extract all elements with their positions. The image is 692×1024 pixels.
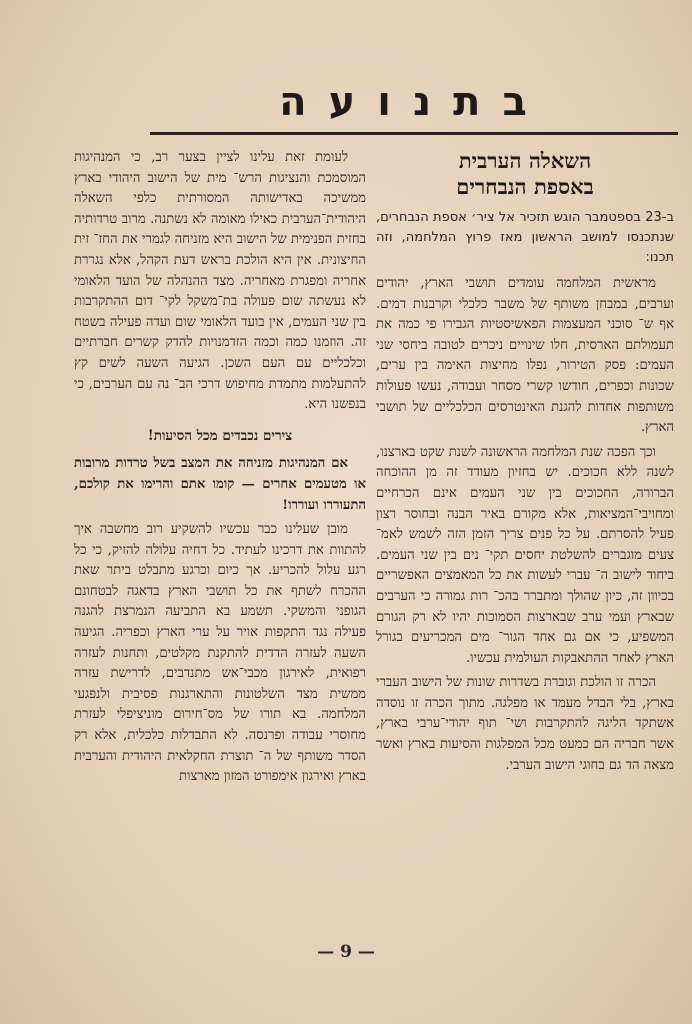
right-column [376, 148, 674, 776]
masthead-title: בתנועה [279, 79, 549, 125]
page-number: — 9 — [317, 942, 375, 962]
masthead-divider [150, 132, 678, 135]
right-paragraph-3: הכרה זו הולכת וגוברת בשדרות שונות של הישוב העברי בארץ, בלי הבדל מעמד או מפלגה. מתוך הכרה זו נוסדה אשתקד הליגה להתקרבות ושי־ תוף יהודי־ערבי בארץ, אשר חבריה הם כמעט מכל המפלגות והסיעות בארץ ואשר מצאה הד גם בחוגי הישוב הערבי. [376, 675, 674, 773]
article-title-line-2: באספת הנבחרים [456, 174, 594, 199]
article-intro: ב-23 בספטמבר הוגש תזכיר אל ציר׳ אספת הנבחרים, שנתכנסו למושב הראשון מאז פרוץ המלחמה, וזה תכנו: [376, 210, 674, 265]
left-paragraph-3: מובן שעלינו כבר עכשיו להשקיע רוב מחשבה איך להתוות את דרכינו לעתיד. כל דחיה עלולה להזיק, כי כל רגע עלול להכריע. אך כיום וכרגע מתבלט ביתר שאת ההכרח לשתף את כל תושבי הארץ בדאגה לבטחונם הגופני והמשקי. תשמע בא התביעה הנמרצת להגנה פעילה נגד התקפות אויר על ערי הארץ וכפריה. הגיעה השעה לעזרה הדדית להתקנת מקלטים, ותחנות לעזרה רפואית, לאירגון מכבי־אש מתנדבים, לדרישת עזרה ממשית מצד השלטונות והתארגנות פסיבית ולנפגעי המלחמה. בא תורו של מס־חירום מוניציפלי לעזרת מחוסרי עבודה ופרנסה. לא התבדלות כלכלית, אלא רק הסדר משותף של ה־ תוצרת החקלאית היהודית והערבית בארץ ואירגון אימפורט המזון מארצות [74, 522, 366, 785]
right-paragraph-1: מראשית המלחמה עומדים תושבי הארץ, יהודים וערבים, במבחן משותף של משבר כלכלי וקרבנות דמים. אף ש־ סוכני המעצמות הפאשיסטיות הגבירו פי כמה את תעמולתם הארסית, חלו שינויים ניכרים לטובה ביחסי שני העמים: פסק הטירור, נפלו מחיצות האימה בין ערים, שכונות וכפרים, חודשו קשרי מסחר ועבודה, נעשו פעולות משותפות אחדות להגנת האינטרסים הכלכליים של תושבי הארץ. [376, 276, 674, 436]
article-title [376, 148, 674, 200]
left-column [74, 148, 366, 788]
right-paragraph-2: וכך הפכה שנת המלחמה הראשונה לשנת שקט בארצנו, לשנה ללא חכוכים. יש בחזיון מעודד זה מן ההוכחה הברורה, החכוכים בין שני העמים אינם הכרחיים ומחויבי־המציאות, אלא מקורם באיר הבנה ובחוסר רצון פעיל להסרתם. על כל פנים צריך הזמן הזה לשמש לאמ־ צעים מוגברים להשלטת יחסים תקי־ נים בין שני העמים. ביחוד לישוב ה־ עברי לעשות את כל המאמצים האפשריים בכיוון זה, כיון שהולך ומתברר בהכ־ רות גמורה כי הערבים שבארץ ועמי ערב שבארצות הסמוכות יהיו לא רק הגורם המשפיע, כי אם גם אחד הגור־ מים המכריעים בגורל הארץ לאחר ההתאבקות העולמית עכשיו. [376, 444, 674, 666]
left-paragraph-2: אם המנהיגות מזניחה את המצב בשל טרדות מרובות או מטעמים אחרים — קומו אתם והרימו את קולכם, התעוררו ועוררו! [74, 456, 366, 513]
article-title-line-1: השאלה הערבית [458, 148, 592, 173]
section-subheading: צירים נכבדים מכל הסיעות! [147, 427, 293, 444]
left-paragraph-1: לעומת זאת עלינו לציין בצער רב, כי המנהיגות המוסמכת והנציגות הרש־ מית של הישוב היהודי בארץ ממשיכה באדישותה המסורתית כלפי השאלה היהודית־הערבית כאילו מאומה לא נשתנה. מרוב טרדותיה בחזית הפנימית של הישוב היא מזניחה לגמרי את החז־ זית החיצונית. אין היא הולכת בראש דעת הקהל, אלא נגררת אחריה ומפגרת מאחריה. מצד ההנהלה של הועד הלאומי לא נעשתה שום פעולה בת־משקל לקי־ דום ההתקרבות בין שני העמים, אין בועד הלאומי שום ועדה פעילה בשטח זה. הוזמנו כמה וכמה הזדמנויות להדק קשרים חברתיים וכלכליים עם העם השכן. הגיעה השעה לשים קץ להתעלמות מתמדת מחיפוש דרכי הב־ נה עם הערבים, כי בנפשנו היא. [74, 150, 366, 413]
